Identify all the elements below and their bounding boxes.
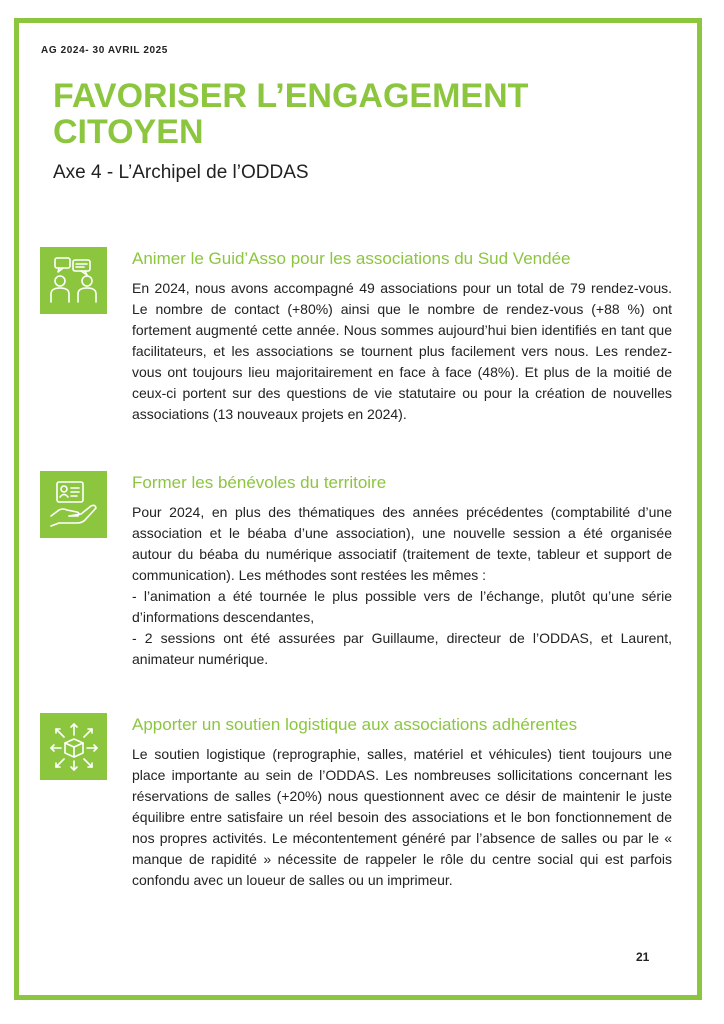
section-paragraph: - l’animation a été tournée le plus possible vers de l’échange, plutôt qu’une série d’informations descendantes, <box>132 588 672 625</box>
section-former-benevoles <box>132 473 672 670</box>
section-soutien-logistique <box>132 715 672 891</box>
hand-id-card-icon <box>40 471 107 538</box>
section-guid-asso <box>132 249 672 425</box>
section-heading: Animer le Guid’Asso pour les associations du Sud Vendée <box>132 249 571 268</box>
section-paragraph: En 2024, nous avons accompagné 49 associations pour un total de 79 rendez-vous. Le nombre de contact (+80%) ainsi que le nombre de rendez-vous (+88 %) ont fortement augmenté cette année. Nous sommes aujourd’hui bien identifiés en tant que facilitateurs, et les associations se tournent plus facilement vers nous. Les rendez-vous ont toujours lieu majoritairement en face à face (48%). Et plus de la moitié de ceux-ci portent sur des questions de vie statutaire ou pour la création de nouvelles associations (13 nouveaux projets en 2024). <box>132 280 672 422</box>
page-title <box>53 78 653 150</box>
page-title-line-2: CITOYEN <box>53 113 204 151</box>
section-heading: Former les bénévoles du territoire <box>132 473 387 492</box>
people-discussion-icon <box>40 247 107 314</box>
section-heading: Apporter un soutien logistique aux associations adhérentes <box>132 715 578 734</box>
page-subtitle: Axe 4 - L’Archipel de l’ODDAS <box>53 162 309 183</box>
section-paragraph: Pour 2024, en plus des thématiques des années précédentes (comptabilité d’une association et le béaba d’une association), une nouvelle session a été organisée autour du béaba du numérique associatif (traitement de texte, tableur et support de communication). Les méthodes sont restées les mêmes : <box>132 504 672 583</box>
section-paragraph: Le soutien logistique (reprographie, salles, matériel et véhicules) tient toujours une place importante au sein de l’ODDAS. Les nombreuses sollicitations concernant les réservations de salles (+20%) nous questionnent avec ce désir de maintenir le juste équilibre entre satisfaire un réel besoin des associations et le bon fonctionnement de nos propres activités. Le mécontentement généré par l’absence de salles ou par le « manque de rapidité » nécessite de rappeler le rôle du centre social qui est parfois confondu avec un loueur de salles ou un imprimeur. <box>132 746 672 888</box>
page-number: 21 <box>636 950 650 964</box>
section-paragraph: - 2 sessions ont été assurées par Guillaume, directeur de l’ODDAS, et Laurent, animateur numérique. <box>132 630 672 667</box>
page-title-line-1: FAVORISER L’ENGAGEMENT <box>53 77 529 115</box>
box-distribution-icon <box>40 713 107 780</box>
document-header-tag: AG 2024- 30 AVRIL 2025 <box>41 45 168 56</box>
